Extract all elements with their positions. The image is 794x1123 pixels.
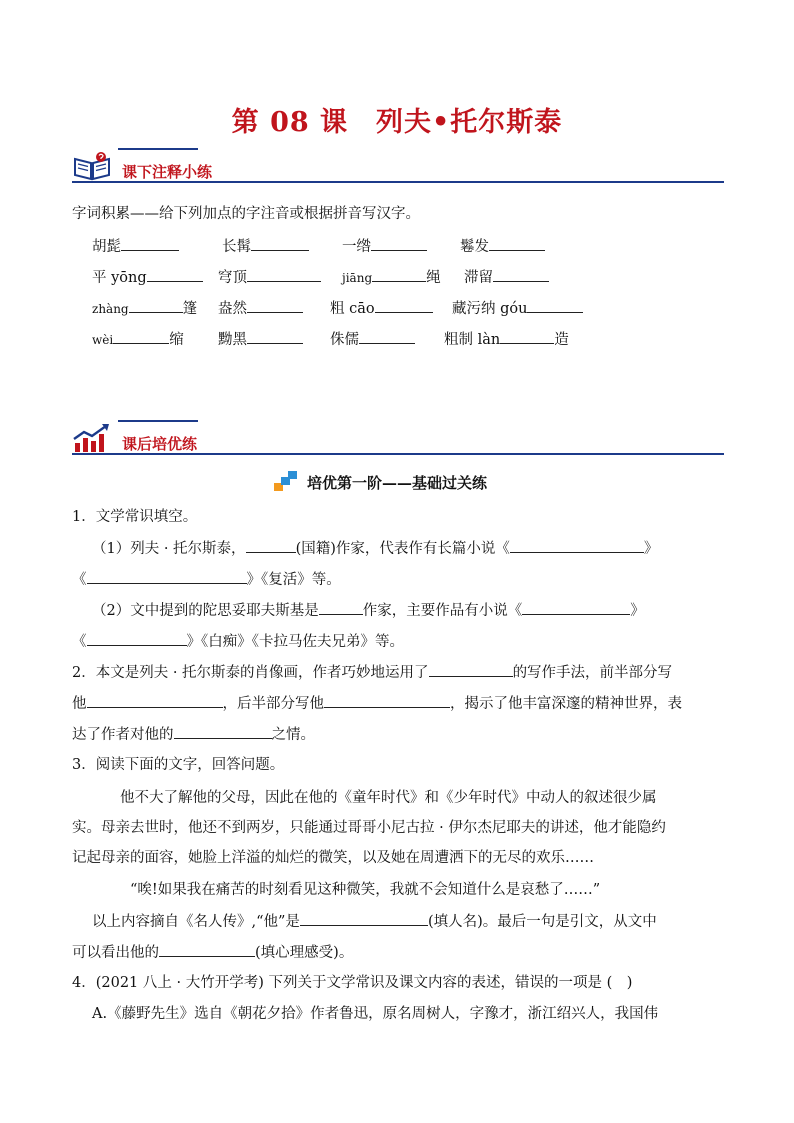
answer-blank[interactable] [429, 662, 513, 677]
answer-blank[interactable] [500, 329, 554, 344]
answer-blank[interactable] [359, 329, 415, 344]
section-rule [72, 453, 724, 455]
question-text: 》 [630, 603, 645, 619]
section-top-rule [118, 148, 198, 150]
section-header-practice [72, 420, 724, 462]
answer-blank[interactable] [159, 942, 255, 957]
question-text: 的写作手法，前半部分写 [512, 665, 673, 681]
reading-passage-line: 实。母亲去世时，他还不到两岁，只能通过哥哥小尼古拉 · 伊尔杰尼耶夫的讲述，他才能隐约 [72, 820, 666, 836]
question-3-heading: 3．阅读下面的文字，回答问题。 [72, 757, 285, 773]
reading-passage-line: 记起母亲的面容，她脸上洋溢的灿烂的微笑，以及她在周遭洒下的无尽的欢乐…… [72, 850, 594, 866]
section-rule [72, 181, 724, 183]
answer-blank[interactable] [247, 298, 303, 313]
answer-blank[interactable] [300, 911, 428, 926]
question-text: ，揭示了他丰富深邃的精神世界，表 [450, 696, 682, 712]
vocab-item: 缩 [169, 332, 184, 348]
vocab-instruction: 字词积累——给下列加点的字注音或根据拼音写汉字。 [72, 206, 420, 222]
vocab-item: 穹顶 [218, 270, 247, 286]
answer-blank[interactable] [247, 267, 321, 282]
question-text: 以上内容摘自《名人传》,“他”是 [92, 914, 300, 930]
question-text: 他 [72, 696, 87, 712]
vocab-row-4 [0, 329, 794, 351]
answer-blank[interactable] [510, 538, 644, 553]
question-1-part-2-cont [72, 631, 404, 652]
answer-blank[interactable] [372, 267, 426, 282]
answer-blank[interactable] [371, 236, 427, 251]
question-2-line-1 [72, 662, 672, 683]
subsection-title: 培优第一阶——基础过关练 [306, 474, 487, 492]
section-top-rule [118, 420, 198, 422]
vocab-item: 鬈发 [460, 239, 489, 255]
vocab-item: 胡髭 [92, 239, 121, 255]
question-text: 可以看出他的 [72, 945, 159, 961]
question-3-line-2 [72, 942, 353, 963]
question-text: 之情。 [271, 727, 315, 743]
vocab-item: 盎然 [218, 301, 247, 317]
answer-blank[interactable] [489, 236, 545, 251]
reading-passage-quote: “唉!如果我在痛苦的时刻看见这种微笑，我就不会知道什么是哀愁了……” [130, 882, 601, 898]
section-header-notes [72, 148, 724, 190]
answer-blank[interactable] [246, 538, 296, 553]
question-4-option-a: A.《藤野先生》选自《朝花夕拾》作者鲁迅，原名周树人，字豫才，浙江绍兴人，我国伟 [92, 1006, 659, 1022]
question-1-part-2 [92, 600, 645, 621]
vocab-item: 长髯 [222, 239, 251, 255]
page-title: 第 08 课 列夫•托尔斯泰 [231, 107, 563, 138]
vocab-item: jiāng [342, 271, 373, 285]
vocab-item: wèi [92, 333, 114, 347]
reading-passage-line: 他不大了解他的父母，因此在他的《童年时代》和《少年时代》中动人的叙述很少属 [120, 790, 657, 806]
question-1-part-1-cont [72, 569, 341, 590]
question-text: 》《复活》等。 [246, 572, 341, 588]
question-text: （1）列夫 · 托尔斯泰， [92, 541, 246, 557]
vocab-item: 粗 cāo [330, 301, 375, 317]
answer-blank[interactable] [121, 236, 179, 251]
section-label: 课后培优练 [122, 435, 198, 453]
question-text: ，后半部分写他 [222, 696, 324, 712]
vocab-item: 侏儒 [330, 332, 359, 348]
answer-blank[interactable] [375, 298, 433, 313]
vocab-item: 粗制 làn [444, 332, 501, 348]
section-label: 课下注释小练 [122, 163, 213, 181]
vocab-item: zhàng [92, 302, 129, 316]
vocab-item: 绳 [426, 270, 441, 286]
question-text: (填人名)。最后一句是引文，从文中 [427, 914, 657, 930]
answer-blank[interactable] [174, 724, 272, 739]
vocab-item: 藏污纳 góu [452, 301, 528, 317]
vocab-item: 篷 [182, 301, 198, 317]
question-2-line-2 [72, 693, 682, 714]
question-text: 》 [643, 541, 659, 557]
answer-blank[interactable] [319, 600, 363, 615]
answer-blank[interactable] [324, 693, 450, 708]
question-text: 》《白痴》《卡拉马佐夫兄弟》等。 [186, 634, 404, 650]
question-2-line-3 [72, 724, 315, 745]
answer-blank[interactable] [251, 236, 309, 251]
answer-blank[interactable] [147, 267, 203, 282]
answer-blank[interactable] [113, 329, 169, 344]
answer-blank[interactable] [129, 298, 183, 313]
answer-blank[interactable] [247, 329, 303, 344]
question-text: （2）文中提到的陀思妥耶夫斯基是 [92, 603, 319, 619]
vocab-item: 黝黑 [218, 332, 247, 348]
question-text: (国籍)作家，代表作有长篇小说《 [295, 541, 510, 557]
answer-blank[interactable] [87, 631, 187, 646]
question-4-heading: 4．(2021 八上 · 大竹开学考) 下列关于文学常识及课文内容的表述，错误的一项是 ( ) [72, 975, 633, 991]
answer-blank[interactable] [493, 267, 549, 282]
question-text: 《 [72, 634, 87, 650]
vocab-item: 造 [554, 332, 569, 348]
question-text: 2．本文是列夫 · 托尔斯泰的肖像画，作者巧妙地运用了 [72, 665, 429, 681]
vocab-row-3 [0, 298, 794, 320]
question-3-line-1 [92, 911, 657, 932]
question-text: 《 [72, 572, 87, 588]
vocab-row-2 [0, 267, 794, 289]
growth-chart-icon [72, 423, 112, 453]
vocab-row-1 [0, 236, 794, 258]
vocab-item: 一绺 [342, 239, 371, 255]
vocab-item: 滞留 [464, 270, 493, 286]
open-book-icon [72, 151, 112, 181]
question-text: 作家，主要作品有小说《 [362, 603, 523, 619]
question-text: (填心理感受)。 [255, 945, 354, 961]
answer-blank[interactable] [87, 693, 223, 708]
question-1-part-1 [92, 538, 658, 559]
answer-blank[interactable] [522, 600, 630, 615]
vocab-item: 平 yōng [92, 270, 147, 286]
question-text: 达了作者对他的 [72, 727, 174, 743]
answer-blank[interactable] [87, 569, 247, 584]
answer-blank[interactable] [527, 298, 583, 313]
question-1-heading: 1．文学常识填空。 [72, 509, 198, 525]
